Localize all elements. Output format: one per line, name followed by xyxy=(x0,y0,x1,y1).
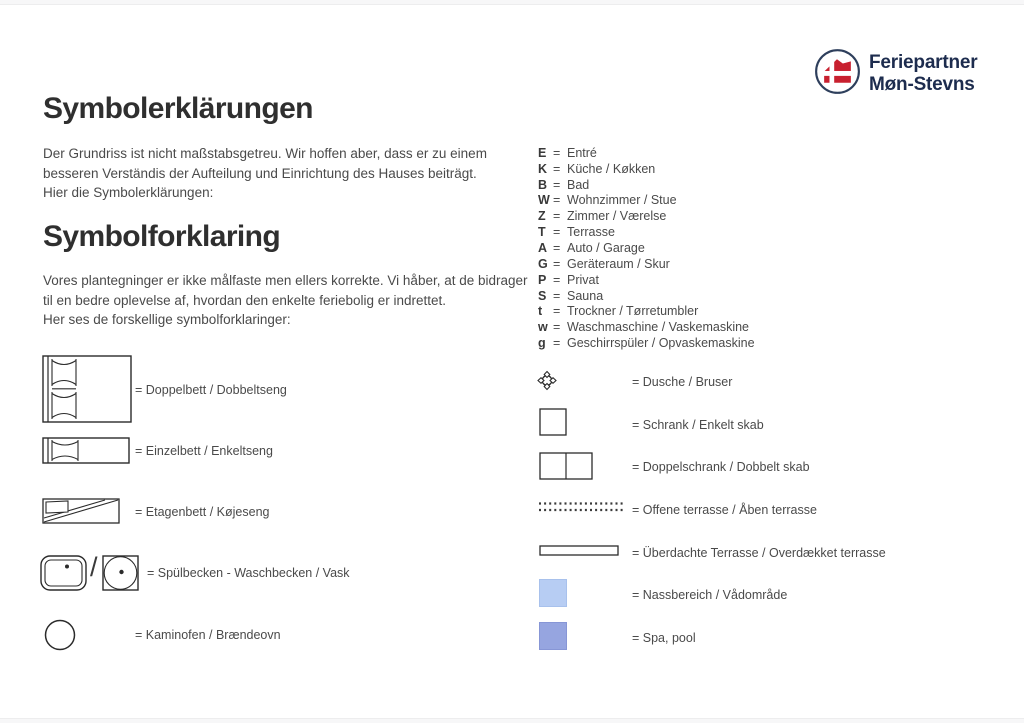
shower-icon xyxy=(537,370,557,391)
legend-row-zimmer xyxy=(538,208,755,224)
danish-line-2: til en bedre oplevelse af, hvordan den enkelte feriebolig er indrettet. xyxy=(43,292,447,308)
equals-sign: = xyxy=(553,193,561,208)
legend-row-auto xyxy=(538,240,755,256)
legend-label: Bad xyxy=(567,177,590,192)
legend-label: Trockner / Tørretumbler xyxy=(567,304,699,319)
danish-line-3: Her ses de forskellige symbolforklaringer: xyxy=(43,312,291,327)
equals-sign: = xyxy=(553,288,561,303)
legend-label: Küche / Køkken xyxy=(567,161,656,176)
legend-letter: W xyxy=(538,193,550,208)
legend-label: Privat xyxy=(567,272,599,287)
equals-sign: = xyxy=(553,304,561,319)
legend-row-geraeteraum xyxy=(538,256,755,272)
legend-row-wohnzimmer xyxy=(538,193,755,209)
legend-letter: A xyxy=(538,240,548,255)
legend-letter: P xyxy=(538,272,547,287)
spa-pool-label: = Spa, pool xyxy=(632,631,696,645)
logo-line2: Møn-Stevns xyxy=(869,74,975,95)
legend-label: Waschmaschine / Vaskemaskine xyxy=(567,320,750,335)
double-cabinet-icon xyxy=(539,452,593,480)
legend-row-entre xyxy=(538,145,755,161)
legend-letter: Z xyxy=(538,209,546,224)
double-bed-icon xyxy=(42,355,132,423)
legend-label: Entré xyxy=(567,145,597,160)
legend-letter: B xyxy=(538,177,548,192)
legend-row-kueche xyxy=(538,161,755,177)
legend-letter: T xyxy=(538,225,546,240)
german-paragraph xyxy=(43,144,487,203)
single-bed-label: = Einzelbett / Enkeltseng xyxy=(135,444,273,458)
legend-label: Zimmer / Værelse xyxy=(567,209,667,224)
wet-area-icon xyxy=(539,579,567,607)
german-line-1: Der Grundriss ist nicht maßstabsgetreu. Wir hoffen aber, dass er zu einem xyxy=(43,146,487,161)
legend-row-trockner xyxy=(538,303,755,319)
equals-sign: = xyxy=(553,336,561,351)
legend-row-geschirrspueler xyxy=(538,335,755,351)
page-top-edge xyxy=(0,0,1024,5)
legend-row-privat xyxy=(538,272,755,288)
double-cabinet-label: = Doppelschrank / Dobbelt skab xyxy=(632,460,810,474)
open-terrace-label: = Offene terrasse / Åben terrasse xyxy=(632,503,817,517)
covered-terrace-icon xyxy=(539,545,619,556)
sink-separator: / xyxy=(90,552,98,582)
danish-line-1: Vores plantegninger er ikke målfaste men ellers korrekte. Vi håber, at de bidrager xyxy=(43,273,528,288)
open-terrace-icon xyxy=(538,501,626,513)
danish-house-flag-icon xyxy=(814,48,861,95)
german-title: Symbolerklärungen xyxy=(43,92,313,125)
single-cabinet-label: = Schrank / Enkelt skab xyxy=(632,418,764,432)
danish-title: Symbolforklaring xyxy=(43,220,281,253)
equals-sign: = xyxy=(553,177,561,192)
equals-sign: = xyxy=(553,272,561,287)
equals-sign: = xyxy=(553,225,561,240)
legend-letter: w xyxy=(538,320,548,335)
logo-line1: Feriepartner xyxy=(869,52,978,73)
legend-label: Terrasse xyxy=(567,225,615,240)
legend-row-sauna xyxy=(538,288,755,304)
legend-label: Sauna xyxy=(567,288,604,303)
equals-sign: = xyxy=(553,209,561,224)
danish-paragraph xyxy=(43,271,528,330)
legend-label: Auto / Garage xyxy=(567,240,645,255)
feriepartner-logo xyxy=(814,48,977,96)
equals-sign: = xyxy=(553,320,561,335)
shower-label: = Dusche / Bruser xyxy=(632,375,733,389)
legend-letter: g xyxy=(538,336,546,351)
legend-letter: S xyxy=(538,288,547,303)
sink-label: = Spülbecken - Waschbecken / Vask xyxy=(147,566,350,580)
kitchen-sink-icon xyxy=(40,555,87,591)
legend-label: Geräteraum / Skur xyxy=(567,256,670,271)
legend-letter: G xyxy=(538,256,548,271)
letter-legend xyxy=(538,145,755,351)
equals-sign: = xyxy=(553,256,561,271)
legend-row-terrasse xyxy=(538,224,755,240)
washbasin-icon xyxy=(102,555,139,591)
wood-stove-icon xyxy=(44,619,76,651)
bunk-bed-icon xyxy=(42,498,120,524)
german-line-3: Hier die Symbolerklärungen: xyxy=(43,185,214,200)
german-line-2: besseren Verständis der Aufteilung und Einrichtung des Hauses beiträgt. xyxy=(43,165,477,181)
legend-row-waschmaschine xyxy=(538,319,755,335)
equals-sign: = xyxy=(553,145,561,160)
covered-terrace-label: = Überdachte Terrasse / Overdækket terrasse xyxy=(632,546,886,560)
single-cabinet-icon xyxy=(539,408,567,436)
legend-label: Geschirrspüler / Opvaskemaskine xyxy=(567,336,755,351)
legend-label: Wohnzimmer / Stue xyxy=(567,193,677,208)
equals-sign: = xyxy=(553,240,561,255)
wet-area-label: = Nassbereich / Vådområde xyxy=(632,588,788,602)
double-bed-label: = Doppelbett / Dobbeltseng xyxy=(135,383,287,397)
page-bottom-edge xyxy=(0,718,1024,723)
single-bed-icon xyxy=(42,437,130,464)
legend-letter: t xyxy=(538,304,543,319)
legend-letter: K xyxy=(538,161,548,176)
wood-stove-label: = Kaminofen / Brændeovn xyxy=(135,628,281,642)
equals-sign: = xyxy=(553,161,561,176)
legend-letter: E xyxy=(538,145,547,160)
bunk-bed-label: = Etagenbett / Køjeseng xyxy=(135,505,270,519)
spa-pool-icon xyxy=(539,622,567,650)
legend-row-bad xyxy=(538,177,755,193)
logo-text xyxy=(869,52,977,96)
